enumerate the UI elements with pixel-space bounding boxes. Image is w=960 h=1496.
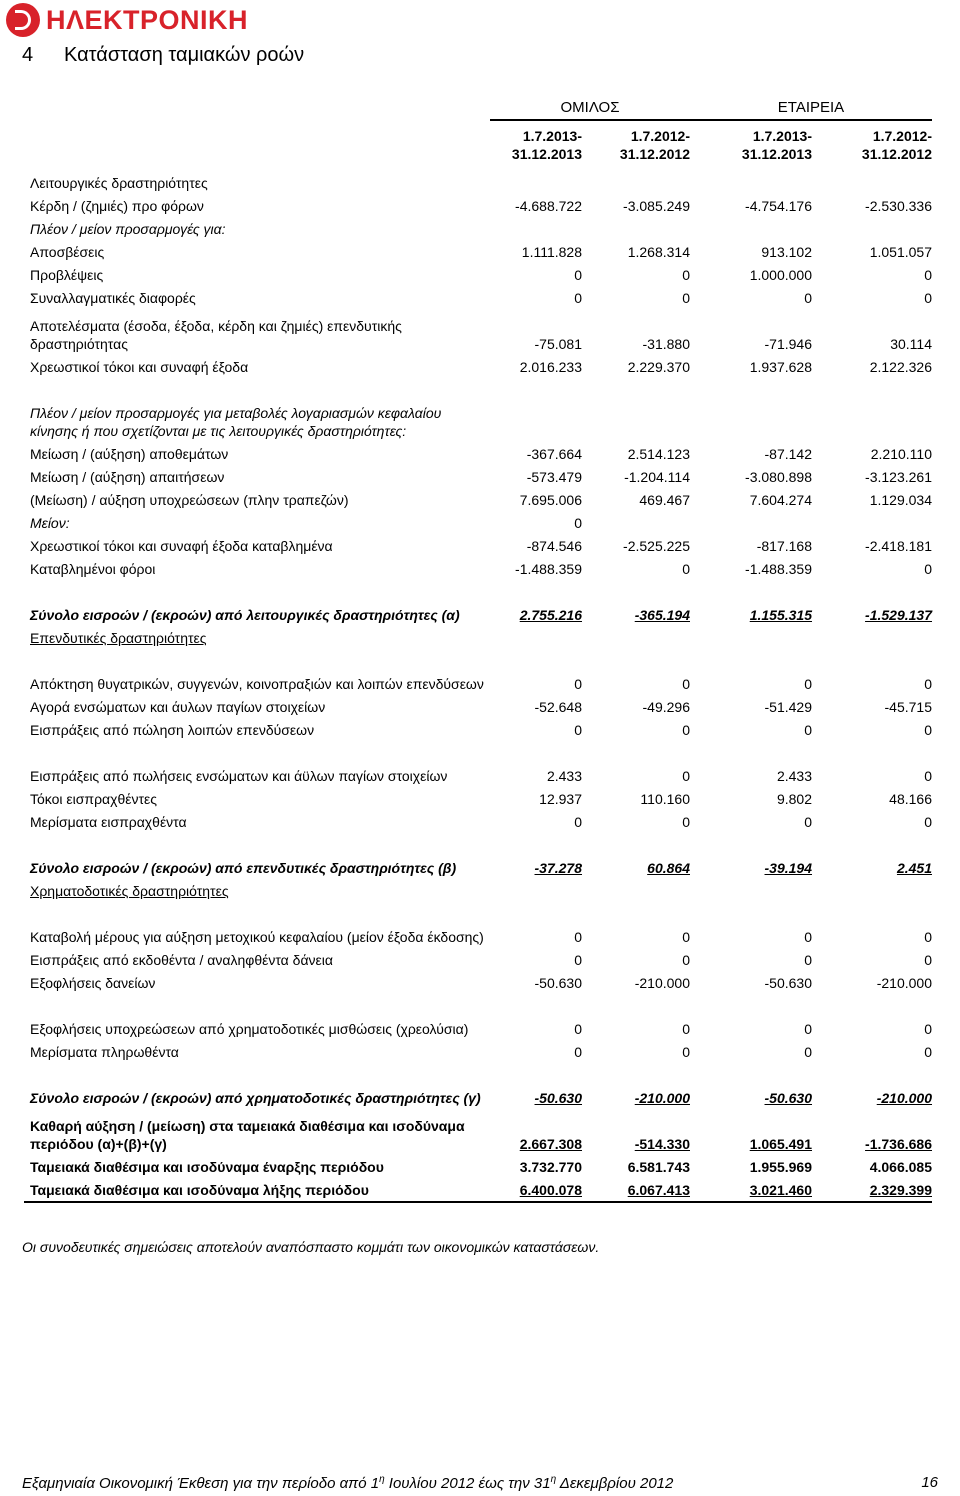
cell-value: -2.530.336 (865, 198, 932, 214)
cell-value: 0 (682, 929, 690, 945)
cell-value: 6.581.743 (627, 1159, 690, 1175)
cell-value: -37.278 (534, 860, 582, 876)
cell-value: -874.546 (526, 538, 582, 554)
cell-value: -50.630 (764, 1090, 812, 1106)
table-row (24, 716, 932, 739)
row-label: Πλέον / μείον προσαρμογές για: (30, 221, 226, 237)
row-label: Τόκοι εισπραχθέντες (30, 791, 158, 807)
table-row (24, 532, 932, 555)
cell-value: -210.000 (876, 975, 932, 991)
company-logo (6, 2, 248, 38)
cell-value: 0 (804, 290, 812, 306)
row-label: Καταβολή μέρους για αύξηση μετοχικού κεφαλαίου (μείον έξοδα έκδοσης) (30, 929, 484, 945)
cell-value: 0 (924, 676, 932, 692)
cell-value: -2.418.181 (865, 538, 932, 554)
cell-value: 1.065.491 (749, 1136, 812, 1152)
table-row (24, 739, 932, 785)
cell-value: 2.433 (776, 768, 812, 784)
cell-value: -31.880 (642, 336, 690, 352)
cell-value: 0 (682, 1044, 690, 1060)
table-row (24, 261, 932, 284)
cell-value: -1.529.137 (865, 607, 932, 623)
cell-value: -210.000 (634, 1090, 690, 1106)
row-label: Εξοφλήσεις δανείων (30, 975, 156, 991)
cell-value: 913.102 (761, 244, 812, 260)
row-label: Καταβλημένοι φόροι (30, 561, 156, 577)
table-row (24, 831, 932, 877)
cell-value: -50.630 (764, 975, 812, 991)
cell-value: 0 (574, 515, 582, 531)
cell-value: 0 (924, 290, 932, 306)
cell-value: 110.160 (640, 791, 690, 807)
row-label: Κέρδη / (ζημιές) προ φόρων (30, 198, 204, 214)
cell-value: 60.864 (647, 860, 690, 876)
table-row (24, 900, 932, 946)
cell-value: 2.122.326 (869, 359, 932, 375)
table-row (24, 1153, 932, 1176)
cell-value: 9.802 (776, 791, 812, 807)
cell-value: -52.648 (534, 699, 582, 715)
cell-value: -87.142 (764, 446, 812, 462)
cell-value: 7.695.006 (519, 492, 582, 508)
table-row (24, 440, 932, 463)
table-row (24, 808, 932, 831)
cell-value: 6.067.413 (627, 1182, 690, 1198)
footnote: Οι συνοδευτικές σημειώσεις αποτελούν αναπόσπαστο κομμάτι των οικονομικών καταστάσεων. (22, 1239, 600, 1255)
cell-value: 0 (804, 676, 812, 692)
page-number: 16 (921, 1474, 938, 1491)
cell-value: -51.429 (764, 699, 812, 715)
header-period-col1: 1.7.2013- 31.12.2013 (511, 128, 582, 162)
row-label: Λειτουργικές δραστηριότητες (30, 175, 208, 191)
cell-value: 6.400.078 (519, 1182, 582, 1198)
row-label: Σύνολο εισροών / (εκροών) από λειτουργικές δραστηριότητες (α) (30, 607, 460, 623)
cell-value: -367.664 (526, 446, 582, 462)
cell-value: 0 (924, 1021, 932, 1037)
cell-value: -514.330 (634, 1136, 690, 1152)
table-row (24, 463, 932, 486)
cell-value: 0 (682, 722, 690, 738)
table-row (24, 969, 932, 992)
table-row (24, 1107, 932, 1153)
cell-value: 2.433 (546, 768, 582, 784)
cell-value: 0 (682, 952, 690, 968)
table-row (24, 1038, 932, 1061)
cell-value: -1.488.359 (745, 561, 812, 577)
cell-value: 2.229.370 (627, 359, 690, 375)
cell-value: 0 (804, 722, 812, 738)
table-row (24, 1176, 932, 1202)
cell-value: -49.296 (642, 699, 690, 715)
cell-value: 0 (574, 1044, 582, 1060)
section-number: 4 (22, 44, 34, 66)
row-label: Επενδυτικές δραστηριότητες (30, 630, 207, 646)
cell-value: -365.194 (634, 607, 690, 623)
cell-value: -573.479 (526, 469, 582, 485)
section-heading (22, 44, 304, 67)
cell-value: 0 (924, 1044, 932, 1060)
cell-value: 0 (682, 561, 690, 577)
cell-value: 2.667.308 (519, 1136, 582, 1152)
cell-value: 30.114 (890, 336, 932, 352)
table-row (24, 877, 932, 900)
row-label: Πλέον / μείον προσαρμογές για μεταβολές λογαριασμών κεφαλαίου κίνησης ή που σχετίζονται με τις λειτουργικές δραστηριότητες: (30, 405, 442, 439)
row-label: Χρεωστικοί τόκοι και συναφή έξοδα καταβλημένα (30, 538, 333, 554)
table-row (24, 578, 932, 624)
cell-value: 0 (924, 561, 932, 577)
cell-value: 0 (574, 722, 582, 738)
table-row (24, 215, 932, 238)
cell-value: -4.754.176 (745, 198, 812, 214)
table-row (24, 624, 932, 647)
cell-value: 0 (682, 1021, 690, 1037)
section-title: Κατάσταση ταμιακών ροών (64, 44, 305, 66)
header-company: ΕΤΑΙΡΕΙΑ (690, 97, 932, 120)
header-period-col2: 1.7.2012- 31.12.2012 (619, 128, 690, 162)
row-label: Αποτελέσματα (έσοδα, έξοδα, κέρδη και ζημιές) επενδυτικής δραστηριότητας (30, 318, 402, 352)
cell-value: 1.111.828 (521, 244, 582, 260)
header-group-row (24, 97, 932, 120)
cell-value: -210.000 (876, 1090, 932, 1106)
table-row (24, 284, 932, 307)
row-label: Σύνολο εισροών / (εκροών) από επενδυτικές δραστηριότητες (β) (30, 860, 457, 876)
table-row (24, 946, 932, 969)
cell-value: 0 (804, 952, 812, 968)
page-footer (22, 1474, 938, 1492)
table-row (24, 376, 932, 440)
cell-value: 2.329.399 (869, 1182, 932, 1198)
header-period-col4: 1.7.2012- 31.12.2012 (861, 128, 932, 162)
cell-value: 1.129.034 (869, 492, 932, 508)
cell-value: 2.755.216 (519, 607, 582, 623)
cell-value: -39.194 (764, 860, 812, 876)
cell-value: 0 (682, 676, 690, 692)
cell-value: 48.166 (889, 791, 932, 807)
row-label: Καθαρή αύξηση / (μείωση) στα ταμειακά διαθέσιμα και ισοδύναμα περιόδου (α)+(β)+(γ) (30, 1118, 465, 1152)
table-row (24, 693, 932, 716)
cell-value: 1.000.000 (749, 267, 812, 283)
row-label: Αποσβέσεις (30, 244, 105, 260)
row-label: Μείωση / (αύξηση) απαιτήσεων (30, 469, 225, 485)
row-label: Προβλέψεις (30, 267, 104, 283)
cell-value: 0 (682, 267, 690, 283)
cell-value: -3.085.249 (623, 198, 690, 214)
cell-value: 0 (924, 929, 932, 945)
cell-value: 1.955.969 (749, 1159, 812, 1175)
row-label: Εισπράξεις από εκδοθέντα / αναληφθέντα δάνεια (30, 952, 333, 968)
cell-value: -817.168 (756, 538, 812, 554)
row-label: Ταμειακά διαθέσιμα και ισοδύναμα λήξης περιόδου (30, 1182, 369, 1198)
cell-value: 2.514.123 (627, 446, 690, 462)
row-label: Μείον: (30, 515, 70, 531)
cell-value: -75.081 (534, 336, 582, 352)
cell-value: 0 (574, 929, 582, 945)
table-row (24, 555, 932, 578)
cell-value: 1.937.628 (749, 359, 812, 375)
header-group: ΟΜΙΛΟΣ (490, 97, 690, 120)
cell-value: -1.736.686 (865, 1136, 932, 1152)
cell-value: 0 (924, 722, 932, 738)
row-label: Μείωση / (αύξηση) αποθεμάτων (30, 446, 229, 462)
row-label: Μερίσματα πληρωθέντα (30, 1044, 179, 1060)
cell-value: 1.268.314 (627, 244, 690, 260)
cell-value: 2.451 (896, 860, 932, 876)
table-row (24, 192, 932, 215)
cell-value: 4.066.085 (869, 1159, 932, 1175)
row-label: Σύνολο εισροών / (εκροών) από χρηματοδοτικές δραστηριότητες (γ) (30, 1090, 481, 1106)
cell-value: 0 (804, 929, 812, 945)
header-period-row (24, 120, 932, 169)
cell-value: 0 (574, 676, 582, 692)
cell-value: 0 (682, 290, 690, 306)
cell-value: 0 (804, 1044, 812, 1060)
table-row (24, 169, 932, 192)
row-label: Χρεωστικοί τόκοι και συναφή έξοδα (30, 359, 249, 375)
row-label: Εισπράξεις από πώληση λοιπών επενδύσεων (30, 722, 315, 738)
cell-value: 0 (804, 1021, 812, 1037)
row-label: Χρηματοδοτικές δραστηριότητες (30, 883, 229, 899)
table-row (24, 238, 932, 261)
table-row (24, 353, 932, 376)
table-row (24, 486, 932, 509)
cell-value: -3.123.261 (865, 469, 932, 485)
cell-value: -50.630 (534, 975, 582, 991)
row-label: Συναλλαγματικές διαφορές (30, 290, 196, 306)
cell-value: 3.021.460 (749, 1182, 812, 1198)
cell-value: 0 (574, 290, 582, 306)
table-row (24, 785, 932, 808)
row-label: Αγορά ενσώματων και άυλων παγίων στοιχείων (30, 699, 326, 715)
cell-value: 1.051.057 (869, 244, 932, 260)
table-row (24, 647, 932, 693)
cell-value: 0 (574, 267, 582, 283)
footer-title: Εξαμηνιαία Οικονομική Έκθεση για την περίοδο από $1^\eta$ Ιουλίου 2012 έως την $31^\eta$ Δεκεμβρίου 2012 (22, 1474, 674, 1492)
cell-value: 0 (574, 1021, 582, 1037)
logo-mark-icon (6, 3, 40, 37)
cell-value: -2.525.225 (623, 538, 690, 554)
table-row (24, 1061, 932, 1107)
row-label: Ταμειακά διαθέσιμα και ισοδύναμα έναρξης περιόδου (30, 1159, 384, 1175)
row-label: Εξοφλήσεις υποχρεώσεων από χρηματοδοτικές μισθώσεις (χρεολύσια) (30, 1021, 469, 1037)
cell-value: -45.715 (884, 699, 932, 715)
cell-value: 0 (682, 768, 690, 784)
cell-value: 0 (924, 814, 932, 830)
cell-value: -1.204.114 (624, 469, 690, 485)
cell-value: 0 (574, 814, 582, 830)
cell-value: 1.155.315 (749, 607, 812, 623)
cell-value: 0 (574, 952, 582, 968)
row-label: Εισπράξεις από πωλήσεις ενσώματων και άϋλων παγίων στοιχείων (30, 768, 448, 784)
cell-value: -4.688.722 (515, 198, 582, 214)
cell-value: -210.000 (634, 975, 690, 991)
cell-value: -71.946 (764, 336, 812, 352)
cell-value: 3.732.770 (519, 1159, 582, 1175)
header-period-col3: 1.7.2013- 31.12.2013 (741, 128, 812, 162)
cell-value: 0 (924, 267, 932, 283)
logo-text: ΗΛΕΚΤΡΟΝΙΚΗ (46, 4, 249, 35)
cell-value: 7.604.274 (749, 492, 812, 508)
table-row (24, 992, 932, 1038)
cell-value: 12.937 (539, 791, 582, 807)
cell-value: 0 (804, 814, 812, 830)
cell-value: 469.467 (639, 492, 690, 508)
cell-value: 0 (682, 814, 690, 830)
cell-value: 0 (924, 768, 932, 784)
table-row (24, 307, 932, 353)
row-label: Μερίσματα εισπραχθέντα (30, 814, 187, 830)
cell-value: -1.488.359 (515, 561, 582, 577)
cell-value: 0 (924, 952, 932, 968)
cash-flow-table (24, 97, 932, 1203)
cell-value: -50.630 (534, 1090, 582, 1106)
cell-value: 2.210.110 (870, 446, 932, 462)
table-row (24, 509, 932, 532)
row-label: (Μείωση) / αύξηση υποχρεώσεων (πλην τραπεζών) (30, 492, 349, 508)
cell-value: 2.016.233 (519, 359, 582, 375)
cell-value: -3.080.898 (745, 469, 812, 485)
row-label: Απόκτηση θυγατρικών, συγγενών, κοινοπραξιών και λοιπών επενδύσεων (30, 676, 484, 692)
